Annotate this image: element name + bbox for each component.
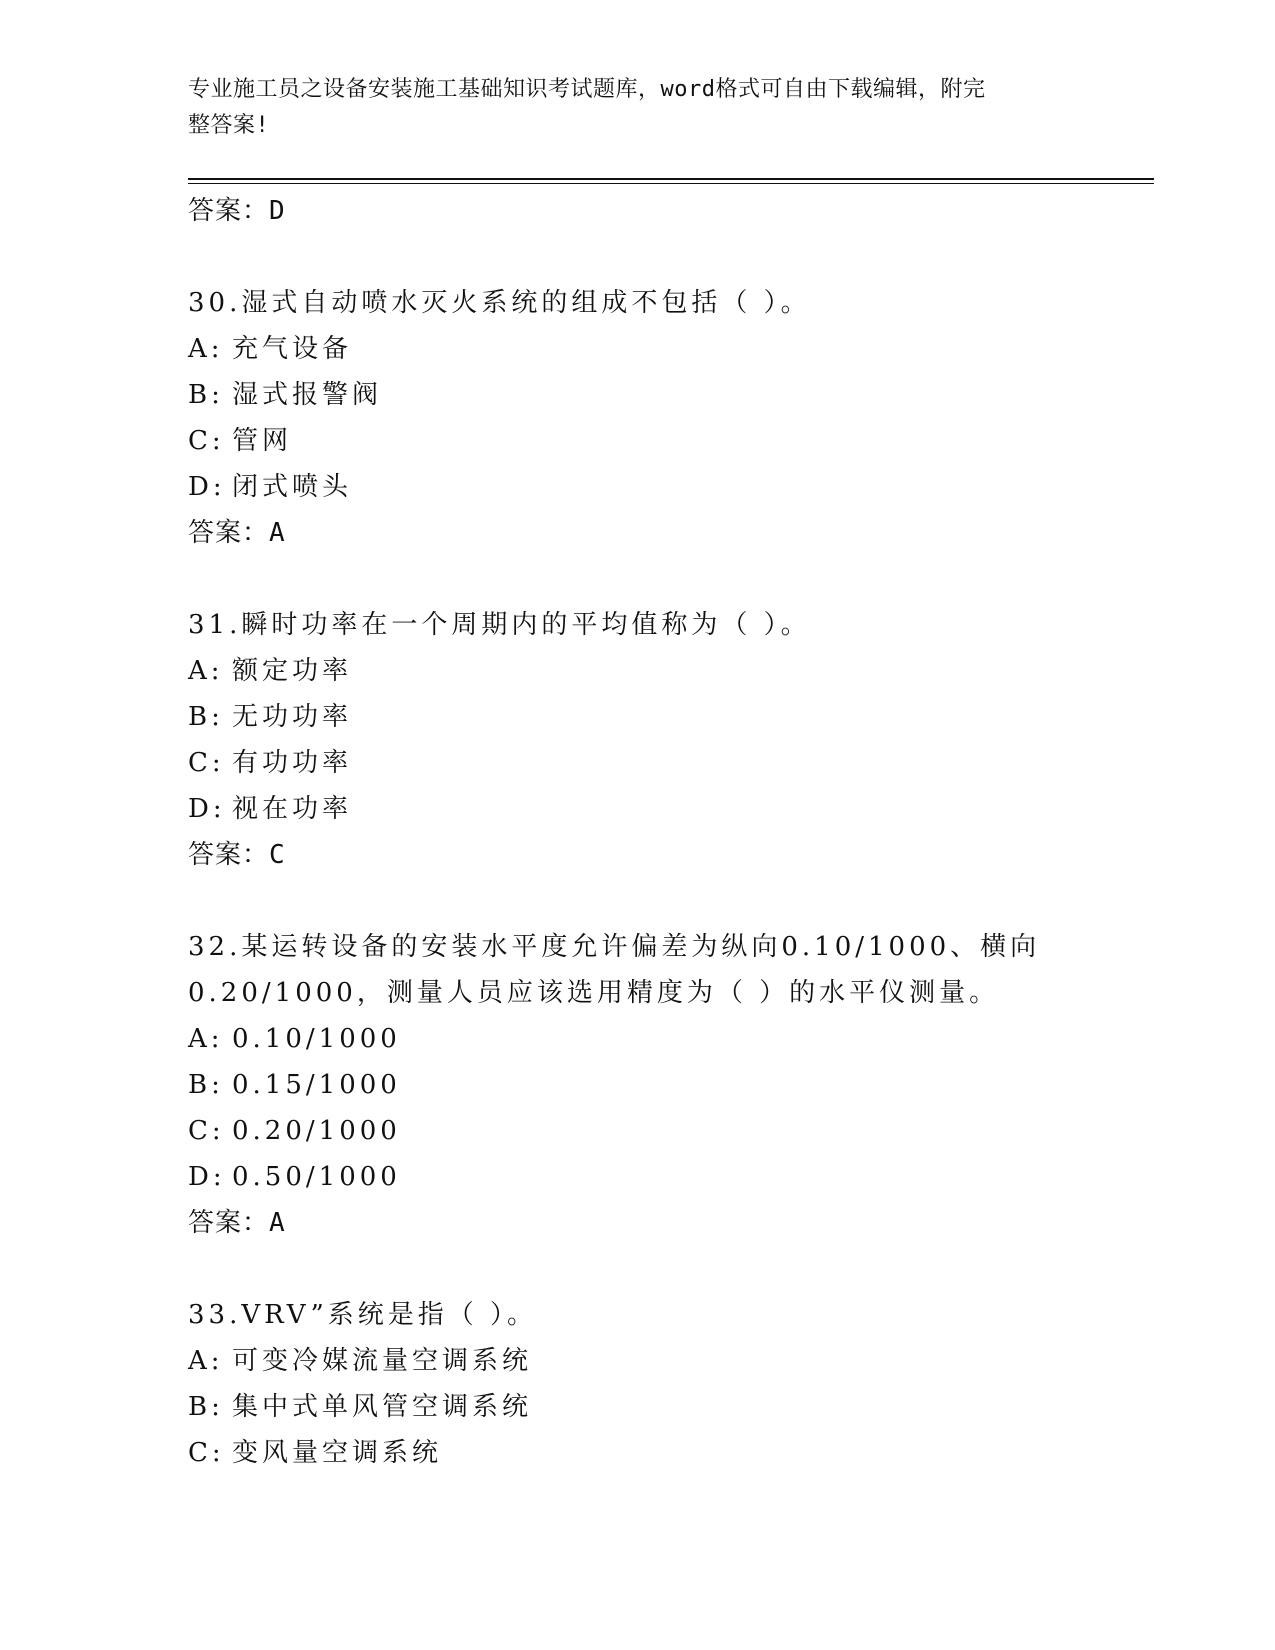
header-divider-thick <box>188 178 1154 180</box>
document-header <box>188 72 1068 144</box>
question-30 <box>188 280 1148 556</box>
option-letter: B: <box>188 380 224 410</box>
option-letter: A: <box>188 1024 224 1054</box>
option-text: 可变冷媒流量空调系统 <box>232 1346 533 1376</box>
option-c <box>188 418 1148 464</box>
option-d <box>188 464 1148 510</box>
spacer <box>188 556 1148 602</box>
answer-letter: C <box>269 840 286 870</box>
option-b <box>188 694 1148 740</box>
question-stem: 33.VRV”系统是指（ ）。 <box>188 1300 538 1330</box>
option-c <box>188 740 1148 786</box>
question-stem-line-2: 0.20/1000，测量人员应该选用精度为（ ）的水平仪测量。 <box>188 978 1000 1008</box>
option-c <box>188 1430 1148 1476</box>
question-stem: 31.瞬时功率在一个周期内的平均值称为（ ）。 <box>188 610 811 640</box>
option-letter: B: <box>188 1392 224 1422</box>
option-letter: D: <box>188 1162 226 1192</box>
option-d <box>188 1154 1148 1200</box>
option-text: 无功功率 <box>232 702 353 732</box>
question-list <box>188 188 1148 1476</box>
option-a <box>188 648 1148 694</box>
option-letter: D: <box>188 794 226 824</box>
spacer <box>188 878 1148 924</box>
answer-letter: A <box>269 518 286 548</box>
answer-letter: D <box>269 196 286 226</box>
option-a <box>188 1016 1148 1062</box>
answer-line <box>188 832 1148 878</box>
option-letter: C: <box>188 748 225 778</box>
answer-label: 答案： <box>188 840 270 870</box>
option-letter: C: <box>188 1438 225 1468</box>
answer-line <box>188 510 1148 556</box>
question-32 <box>188 924 1148 1246</box>
option-text: 管网 <box>232 426 293 456</box>
spacer <box>188 1246 1148 1292</box>
option-text: 湿式报警阀 <box>232 380 383 410</box>
option-letter: A: <box>188 334 224 364</box>
option-letter: A: <box>188 1346 224 1376</box>
option-a <box>188 326 1148 372</box>
option-text: 变风量空调系统 <box>232 1438 443 1468</box>
option-text: 0.15/1000 <box>232 1070 401 1100</box>
question-stem: 30.湿式自动喷水灭火系统的组成不包括（ ）。 <box>188 288 811 318</box>
header-line-2: 整答案! <box>188 113 270 138</box>
option-c <box>188 1108 1148 1154</box>
option-b <box>188 1384 1148 1430</box>
option-text: 集中式单风管空调系统 <box>232 1392 533 1422</box>
answer-label: 答案： <box>188 196 270 226</box>
option-b <box>188 1062 1148 1108</box>
option-text: 0.10/1000 <box>232 1024 401 1054</box>
question-33 <box>188 1292 1148 1476</box>
answer-label: 答案： <box>188 518 270 548</box>
question-31 <box>188 602 1148 878</box>
header-divider-thin <box>188 183 1154 184</box>
option-d <box>188 786 1148 832</box>
option-text: 有功功率 <box>232 748 353 778</box>
answer-line <box>188 188 1148 234</box>
option-letter: B: <box>188 1070 224 1100</box>
option-text: 视在功率 <box>232 794 353 824</box>
option-letter: D: <box>188 472 226 502</box>
header-line-1: 专业施工员之设备安装施工基础知识考试题库，word格式可自由下载编辑，附完 <box>188 77 986 102</box>
option-letter: B: <box>188 702 224 732</box>
answer-label: 答案： <box>188 1208 270 1238</box>
answer-letter: A <box>269 1208 286 1238</box>
option-text: 充气设备 <box>232 334 353 364</box>
option-text: 0.50/1000 <box>232 1162 401 1192</box>
option-text: 额定功率 <box>232 656 353 686</box>
option-letter: C: <box>188 426 225 456</box>
option-b <box>188 372 1148 418</box>
option-text: 0.20/1000 <box>232 1116 401 1146</box>
option-letter: C: <box>188 1116 225 1146</box>
answer-line <box>188 1200 1148 1246</box>
option-letter: A: <box>188 656 224 686</box>
question-stem-line-1: 32.某运转设备的安装水平度允许偏差为纵向0.10/1000、横向 <box>188 932 1041 962</box>
option-a <box>188 1338 1148 1384</box>
spacer <box>188 234 1148 280</box>
option-text: 闭式喷头 <box>232 472 353 502</box>
